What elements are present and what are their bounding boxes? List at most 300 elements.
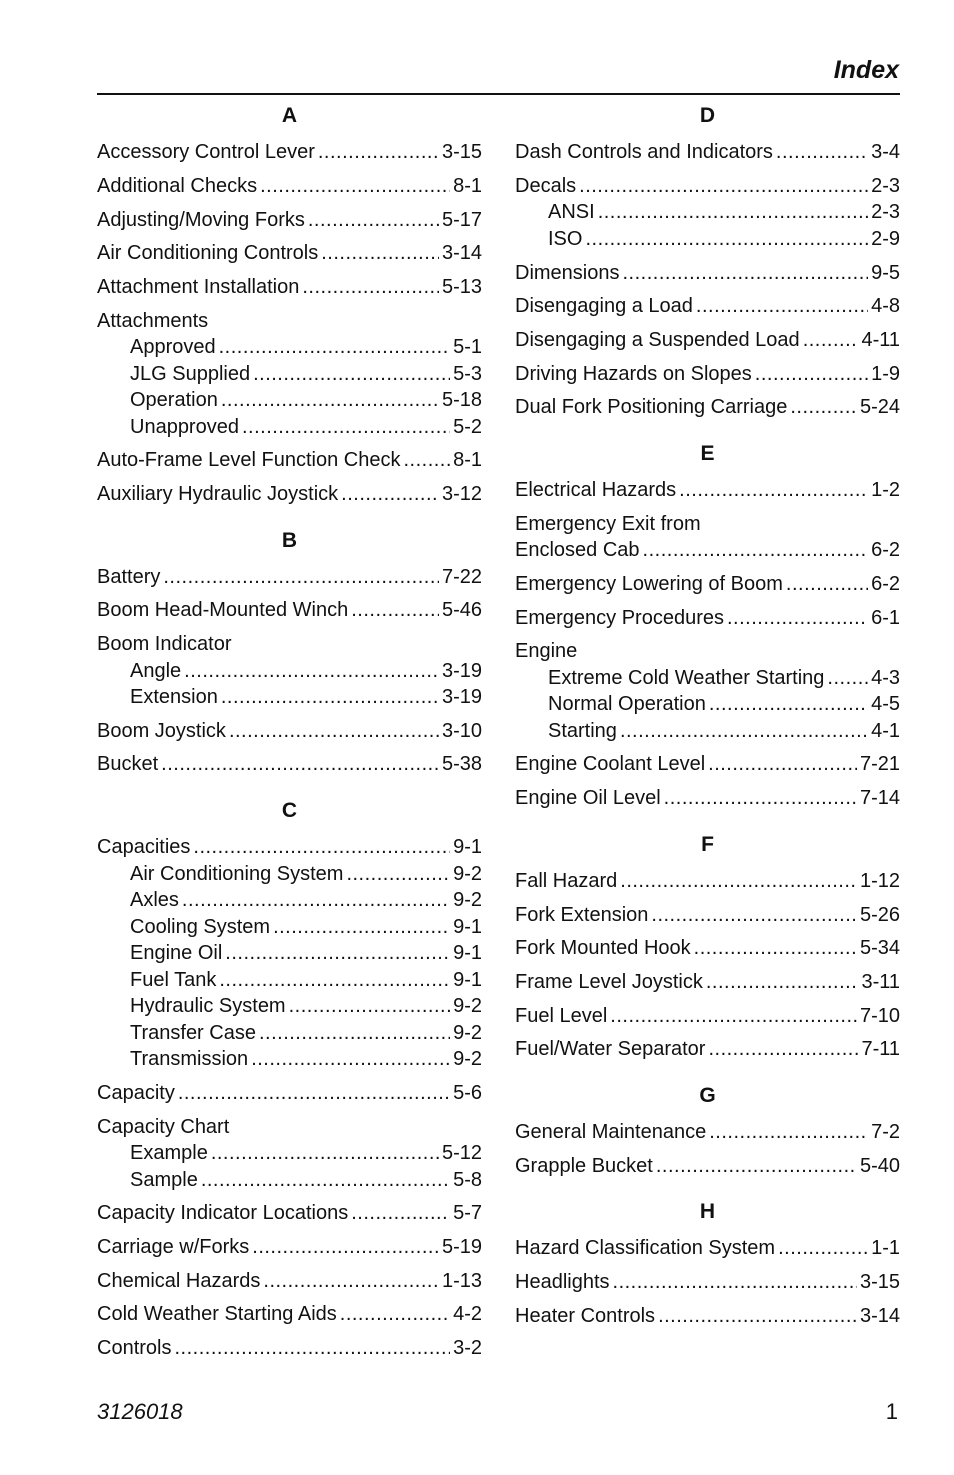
index-entry [515, 751, 900, 778]
leader-dots [708, 751, 857, 778]
entry-label: Attachments [97, 309, 209, 332]
index-entry [97, 834, 482, 1073]
page-reference: 8-1 [453, 449, 482, 472]
page-reference: 4-11 [861, 328, 900, 351]
index-entry [515, 868, 900, 895]
index-entry [97, 631, 482, 711]
entry-label: Hazard Classification System [515, 1237, 776, 1260]
index-subentry [97, 334, 482, 361]
index-subentry [97, 387, 482, 414]
page-reference: 8-1 [453, 174, 482, 197]
index-section [97, 100, 482, 508]
page-reference: 5-6 [453, 1081, 482, 1104]
index-entry [515, 571, 900, 598]
index-entry-line [97, 274, 482, 301]
entry-label: Air Conditioning Controls [97, 242, 319, 265]
entry-label: Enclosed Cab [515, 539, 640, 562]
leader-dots [694, 935, 857, 962]
index-entry-line [97, 597, 482, 624]
leader-dots [790, 394, 857, 421]
index-entry [515, 477, 900, 504]
index-entry-line [97, 1335, 482, 1362]
index-subentry [97, 967, 482, 994]
page-reference: 5-24 [859, 396, 900, 419]
index-entry-line [515, 1153, 900, 1180]
index-entry-line [97, 481, 482, 508]
entry-label: Chemical Hazards [97, 1269, 261, 1292]
leader-dots [706, 969, 859, 996]
index-section [97, 795, 482, 1362]
page-reference: 5-12 [441, 1142, 482, 1164]
index-subentry [97, 1046, 482, 1073]
page-reference: 3-19 [441, 686, 482, 709]
entry-label: Normal Operation [548, 693, 706, 716]
leader-dots [263, 1268, 439, 1295]
index-entry-line [515, 511, 900, 538]
page-reference: 2-9 [871, 227, 900, 250]
index-subentry [97, 414, 482, 441]
page-reference: 5-34 [859, 937, 900, 960]
index-subentry [97, 1140, 482, 1167]
entry-label: Capacity Chart [97, 1115, 230, 1138]
leader-dots [776, 139, 868, 166]
header-divider [97, 93, 900, 95]
index-entry-line [97, 751, 482, 778]
leader-dots [786, 571, 868, 598]
leader-dots [598, 199, 868, 226]
entry-label: Dimensions [515, 261, 620, 284]
index-subentry [97, 914, 482, 941]
leader-dots [229, 718, 439, 745]
leader-dots [252, 1234, 439, 1261]
page-reference: 5-1 [453, 336, 482, 359]
entry-label: Dash Controls and Indicators [515, 141, 773, 164]
leader-dots [709, 1119, 868, 1146]
index-entry [515, 139, 900, 166]
leader-dots [351, 1200, 450, 1227]
index-subentry [97, 684, 482, 711]
page-reference: 7-21 [859, 753, 900, 776]
page-reference: 9-1 [453, 915, 482, 938]
entry-label: Auxiliary Hydraulic Joystick [97, 483, 339, 505]
leader-dots [211, 1140, 439, 1167]
page-reference: 3-4 [871, 141, 900, 164]
leader-dots [778, 1235, 868, 1262]
leader-dots [613, 1269, 857, 1296]
index-entry-line [97, 1200, 482, 1227]
leader-dots [321, 240, 439, 267]
entry-label: Engine Coolant Level [515, 753, 706, 776]
leader-dots [161, 751, 439, 778]
page-reference: 3-10 [441, 719, 482, 742]
leader-dots [289, 993, 450, 1020]
section-letter: G [699, 1083, 716, 1107]
page-reference: 4-8 [871, 295, 900, 318]
index-entry [97, 1268, 482, 1295]
index-subentry [515, 226, 900, 253]
page-reference: 1-12 [859, 869, 900, 892]
leader-dots [709, 691, 868, 718]
page-reference: 9-2 [453, 889, 482, 912]
index-entry [97, 564, 482, 591]
page-reference: 1-1 [871, 1237, 900, 1260]
leader-dots [679, 477, 868, 504]
leader-dots [318, 139, 439, 166]
index-entry [515, 785, 900, 812]
page-reference: 7-14 [859, 787, 900, 810]
page-title: Index [833, 56, 899, 84]
entry-label: ISO [548, 227, 583, 250]
index-entry [515, 1036, 900, 1063]
page-reference: 3-15 [859, 1271, 900, 1293]
entry-label: Disengaging a Load [515, 295, 693, 318]
page-reference: 5-19 [441, 1235, 482, 1258]
leader-dots [656, 1153, 857, 1180]
index-subentry [97, 658, 482, 685]
index-entry-line [97, 173, 482, 200]
page-reference: 1-9 [871, 362, 900, 385]
index-entry-line [515, 1036, 900, 1063]
page-reference: 2-3 [871, 201, 900, 224]
entry-label: Carriage w/Forks [97, 1235, 250, 1258]
leader-dots [219, 967, 450, 994]
index-entry-line [97, 718, 482, 745]
page-reference: 5-7 [453, 1202, 482, 1225]
leader-dots [178, 1080, 450, 1107]
leader-dots [346, 861, 450, 888]
page-reference: 3-2 [453, 1336, 482, 1359]
section-letter: A [281, 104, 298, 127]
entry-label: Cold Weather Starting Aids [97, 1303, 337, 1326]
entry-label: Transmission [130, 1048, 249, 1071]
page-reference: 4-2 [453, 1303, 482, 1326]
entry-label: Boom Indicator [97, 633, 232, 656]
index-entry-line [97, 1234, 482, 1261]
index-entry-line [515, 537, 900, 564]
page-reference: 5-46 [441, 599, 482, 622]
index-entry-line [97, 1268, 482, 1295]
entry-label: Air Conditioning System [130, 862, 344, 885]
index-entry-line [515, 969, 900, 996]
entry-label: Engine Oil [130, 942, 223, 965]
page-reference: 2-3 [871, 174, 900, 197]
leader-dots [253, 361, 450, 388]
entry-label: Driving Hazards on Slopes [515, 362, 752, 385]
index-subentry [97, 1020, 482, 1047]
leader-dots [651, 902, 857, 929]
entry-label: Extension [130, 686, 218, 709]
leader-dots [658, 1303, 857, 1330]
page-number: 1 [885, 1399, 898, 1424]
index-entry [515, 1153, 900, 1180]
index-entry [515, 293, 900, 320]
leader-dots [225, 940, 450, 967]
index-entry [515, 969, 900, 996]
index-subentry [515, 199, 900, 226]
leader-dots [579, 173, 868, 200]
index-entry-line [515, 260, 900, 287]
page-reference: 9-5 [871, 261, 900, 284]
index-column-left [97, 100, 482, 1378]
page-reference: 5-3 [453, 362, 482, 385]
leader-dots [664, 785, 857, 812]
index-subentry [515, 691, 900, 718]
index-subentry [97, 993, 482, 1020]
index-entry-line [97, 564, 482, 591]
entry-label: Fuel Level [515, 1004, 608, 1027]
section-letter: H [699, 1200, 716, 1224]
document-number: 3126018 [97, 1399, 183, 1424]
page-reference: 9-1 [453, 836, 482, 859]
index-entry [515, 394, 900, 421]
entry-label: Fuel/Water Separator [515, 1038, 706, 1061]
leader-dots [585, 226, 868, 253]
page-reference: 6-2 [871, 539, 900, 562]
entry-label: JLG Supplied [130, 362, 251, 385]
index-entry [97, 240, 482, 267]
entry-label: Extreme Cold Weather Starting [548, 666, 825, 689]
index-entry [97, 597, 482, 624]
leader-dots [643, 537, 869, 564]
entry-label: Dual Fork Positioning Carriage [515, 396, 788, 419]
leader-dots [340, 1301, 450, 1328]
page-reference: 3-11 [861, 970, 900, 993]
page-reference: 5-17 [441, 208, 482, 231]
index-section [515, 100, 900, 421]
leader-dots [163, 564, 439, 591]
leader-dots [184, 658, 439, 685]
index-entry [97, 139, 482, 166]
index-entry [515, 173, 900, 253]
entry-label: Disengaging a Suspended Load [515, 328, 800, 351]
page-reference: 5-40 [859, 1154, 900, 1177]
index-entry [97, 1114, 482, 1194]
page-reference: 3-14 [441, 242, 482, 265]
index-entry-line [97, 139, 482, 166]
index-entry-line [515, 902, 900, 929]
leader-dots [341, 481, 439, 508]
entry-label: Cooling System [130, 915, 271, 938]
index-entry [515, 1303, 900, 1330]
index-entry-line [97, 631, 482, 658]
index-entry [515, 1269, 900, 1296]
leader-dots [308, 207, 439, 234]
entry-label: Attachment Installation [97, 275, 300, 298]
index-entry [97, 308, 482, 441]
entry-label: Boom Joystick [97, 719, 226, 742]
entry-label: General Maintenance [515, 1120, 707, 1143]
leader-dots [620, 868, 857, 895]
page-reference: 4-3 [871, 666, 900, 689]
index-entry [97, 1080, 482, 1107]
index-subentry [97, 361, 482, 388]
leader-dots [259, 1020, 450, 1047]
page-reference: 6-2 [871, 572, 900, 595]
index-entry-line [515, 293, 900, 320]
leader-dots [221, 684, 439, 711]
leader-dots [696, 293, 868, 320]
page-reference: 9-2 [453, 995, 482, 1018]
entry-label: Example [130, 1142, 208, 1164]
index-entry [97, 207, 482, 234]
index-entry-line [97, 1080, 482, 1107]
index-entry [97, 481, 482, 508]
entry-label: Heater Controls [515, 1304, 656, 1327]
index-entry-line [515, 935, 900, 962]
leader-dots [803, 327, 859, 354]
index-entry [515, 902, 900, 929]
index-entry-line [97, 447, 482, 474]
section-letter: B [281, 528, 298, 552]
entry-label: Controls [97, 1336, 172, 1359]
index-entry [515, 1119, 900, 1146]
leader-dots [242, 414, 450, 441]
page-reference: 9-1 [453, 942, 482, 965]
leader-dots [193, 834, 450, 861]
index-subentry [515, 665, 900, 692]
leader-dots [755, 361, 868, 388]
index-subentry [97, 887, 482, 914]
entry-label: Engine Oil Level [515, 787, 661, 810]
entry-label: Battery [97, 565, 161, 588]
index-entry-line [97, 1301, 482, 1328]
index-entry-line [97, 308, 482, 335]
index-entry [515, 605, 900, 632]
index-section [515, 438, 900, 812]
index-entry [515, 1003, 900, 1030]
page-reference: 7-10 [859, 1004, 900, 1027]
entry-label: Engine [515, 640, 578, 663]
entry-label: Auto-Frame Level Function Check [97, 449, 401, 472]
leader-dots [827, 665, 868, 692]
index-entry-line [97, 240, 482, 267]
index-subentry [97, 940, 482, 967]
page-reference: 6-1 [871, 606, 900, 629]
section-letter: D [699, 104, 716, 127]
entry-label: Capacities [97, 836, 191, 859]
index-entry [97, 447, 482, 474]
entry-label: Operation [130, 389, 218, 412]
leader-dots [610, 1003, 857, 1030]
page-reference: 3-14 [859, 1304, 900, 1327]
leader-dots [260, 173, 450, 200]
index-entry [515, 935, 900, 962]
entry-label: Electrical Hazards [515, 479, 677, 501]
index-entry-line [515, 605, 900, 632]
page-reference: 3-15 [441, 141, 482, 164]
leader-dots [221, 387, 439, 414]
index-entry-line [97, 1114, 482, 1141]
page-reference: 5-18 [441, 389, 482, 412]
section-letter: E [700, 441, 715, 465]
page-reference: 5-26 [859, 903, 900, 926]
entry-label: Emergency Lowering of Boom [515, 572, 783, 595]
entry-label: Frame Level Joystick [515, 970, 703, 993]
index-entry-line [515, 394, 900, 421]
entry-label: ANSI [548, 201, 595, 224]
leader-dots [174, 1335, 450, 1362]
entry-label: Boom Head-Mounted Winch [97, 599, 349, 622]
entry-label: Fuel Tank [130, 968, 217, 991]
entry-label: Transfer Case [130, 1021, 256, 1044]
index-entry-line [97, 207, 482, 234]
index-entry-line [515, 477, 900, 504]
leader-dots [622, 260, 868, 287]
index-section [515, 1196, 900, 1329]
entry-label: Grapple Bucket [515, 1154, 653, 1177]
index-subentry [97, 861, 482, 888]
index-entry-line [515, 751, 900, 778]
index-section [515, 829, 900, 1063]
entry-label: Angle [130, 659, 182, 682]
page-reference: 9-2 [453, 862, 482, 885]
entry-label: Bucket [97, 753, 159, 776]
page-reference: 7-11 [861, 1038, 900, 1061]
index-entry-line [515, 785, 900, 812]
index-entry-line [515, 327, 900, 354]
index-entry [515, 511, 900, 564]
index-entry-line [515, 173, 900, 200]
entry-label: Fork Mounted Hook [515, 937, 691, 960]
leader-dots [201, 1167, 450, 1194]
leader-dots [403, 447, 450, 474]
leader-dots [351, 597, 439, 624]
entry-label: Adjusting/Moving Forks [97, 208, 305, 231]
leader-dots [219, 334, 450, 361]
index-entry [515, 361, 900, 388]
entry-label: Decals [515, 174, 577, 197]
section-letter: F [701, 832, 714, 856]
page-reference: 5-2 [453, 415, 482, 438]
page-reference: 1-2 [871, 479, 900, 501]
index-entry-line [515, 1303, 900, 1330]
leader-dots [273, 914, 450, 941]
index-entry-line [515, 638, 900, 665]
page-reference: 9-2 [453, 1021, 482, 1044]
index-section [515, 1080, 900, 1179]
page-reference: 4-5 [871, 693, 900, 716]
entry-label: Additional Checks [97, 174, 258, 197]
entry-label: Fall Hazard [515, 869, 618, 892]
leader-dots [620, 718, 868, 745]
leader-dots [708, 1036, 858, 1063]
index-entry-line [515, 868, 900, 895]
index-entry [97, 1301, 482, 1328]
entry-label: Axles [130, 889, 179, 912]
index-entry [515, 638, 900, 744]
index-entry-line [515, 1269, 900, 1296]
entry-label: Approved [130, 336, 216, 359]
index-entry [97, 274, 482, 301]
page-reference: 3-12 [441, 483, 482, 505]
page-reference: 1-13 [441, 1269, 482, 1292]
index-entry [97, 1200, 482, 1227]
leader-dots [302, 274, 439, 301]
entry-label: Capacity Indicator Locations [97, 1202, 349, 1225]
page-reference: 9-1 [453, 968, 482, 991]
index-entry [515, 327, 900, 354]
index-entry-line [515, 1119, 900, 1146]
index-entry [97, 1335, 482, 1362]
entry-label: Emergency Procedures [515, 606, 724, 629]
index-entry-line [515, 139, 900, 166]
page-reference: 5-38 [441, 753, 482, 776]
page-reference: 5-8 [453, 1168, 482, 1191]
index-entry-line [515, 1003, 900, 1030]
index-entry [97, 1234, 482, 1261]
index-entry [515, 1235, 900, 1262]
section-letter: C [281, 798, 298, 822]
